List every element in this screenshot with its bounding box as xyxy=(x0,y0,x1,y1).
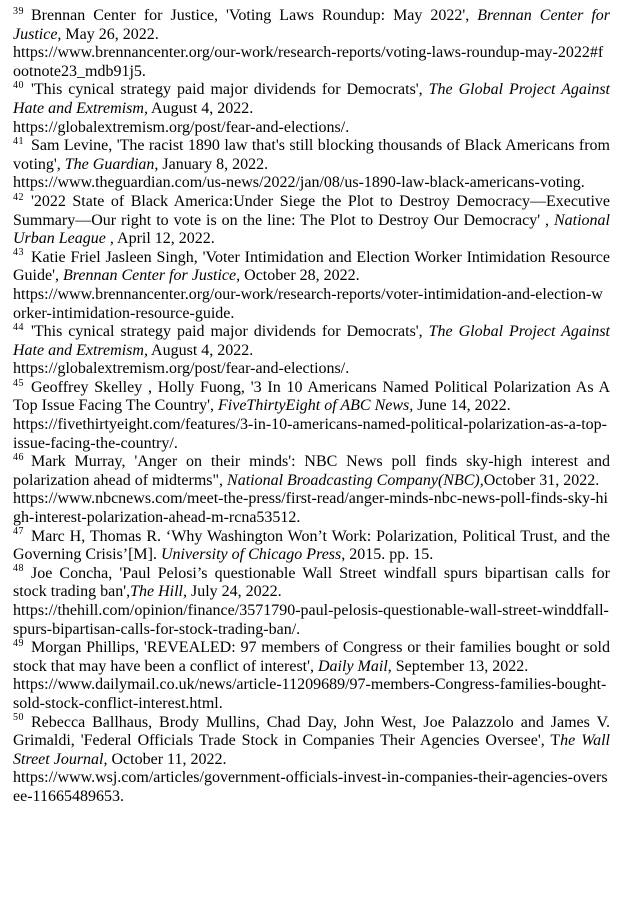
citation-source-title: National Broadcasting Company(NBC), xyxy=(227,471,484,489)
citation-source-title: The Global Project Against Hate and Extremism, xyxy=(13,81,610,117)
footnote-42 xyxy=(13,193,610,249)
footnotes-list xyxy=(13,7,610,807)
footnote-url: https://globalextremism.org/post/fear-and-elections/. xyxy=(13,360,350,378)
footnote-number: 42 xyxy=(13,191,24,203)
citation-source-title: The Hill, xyxy=(130,583,187,601)
footnote-48 xyxy=(13,565,610,639)
footnote-number: 49 xyxy=(13,637,24,649)
footnote-45 xyxy=(13,379,610,453)
footnote-47 xyxy=(13,528,610,565)
citation-text: Morgan Phillips, 'REVEALED: 97 members of Congress or their families bought or sold stock that may have been a conflict of interest', xyxy=(13,639,610,675)
footnote-citation xyxy=(13,565,610,601)
footnote-url: https://www.theguardian.com/us-news/2022/jan/08/us-1890-law-black-americans-voting. xyxy=(13,174,585,192)
citation-text: Marc H, Thomas R. ‘Why Washington Won’t Work: Polarization, Political Trust, and the Governing Crisis’[M]. xyxy=(13,527,610,564)
citation-text: January 8, 2022. xyxy=(158,155,269,173)
citation-source-title: The Guardian, xyxy=(64,155,159,173)
footnote-citation xyxy=(13,193,610,247)
citation-source-title: Brennan Center for Justice, xyxy=(62,267,241,285)
citation-text: June 14, 2022. xyxy=(413,397,511,415)
citation-text: 'This cynical strategy paid major dividends for Democrats', xyxy=(31,81,429,99)
footnote-citation xyxy=(13,453,610,489)
citation-source-title: University of Chicago Press xyxy=(160,546,342,564)
citation-text: Joe Concha, 'Paul Pelosi’s questionable Wall Street windfall spurs bipartisan calls for stock trading ban', xyxy=(13,564,610,601)
citation-text: T xyxy=(550,732,561,750)
footnote-citation xyxy=(13,137,610,173)
citation-text: August 4, 2022. xyxy=(147,341,254,359)
footnote-citation xyxy=(13,528,610,564)
citation-text: October 31, 2022. xyxy=(483,471,600,489)
footnote-citation xyxy=(13,639,610,675)
citation-text: Brennan Center for Justice, 'Voting Laws Roundup: May 2022', xyxy=(31,7,478,24)
citation-text: Sam Levine, 'The racist 1890 law that's still blocking thousands of Black Americans from voting', xyxy=(13,137,610,173)
footnote-url: https://fivethirtyeight.com/features/3-in-10-americans-named-political-polarization-as-a-top-issue-facing-the-country/. xyxy=(13,416,607,452)
footnote-citation xyxy=(13,323,610,359)
footnote-citation xyxy=(13,81,610,117)
citation-source-title: Daily Mail xyxy=(318,657,388,675)
footnote-citation xyxy=(13,714,610,768)
citation-text: Geoffrey Skelley , Holly Fuong, '3 In 10 Americans Named Political Polarization As A Top Issue Facing The Country', xyxy=(13,378,610,415)
footnote-50 xyxy=(13,714,610,807)
citation-source-title: Brennan Center for Justice, xyxy=(13,7,610,43)
citation-text: Mark Murray, 'Anger on their minds': NBC News poll finds sky-high interest and polarization ahead of midterms", xyxy=(13,453,610,489)
footnote-url: https://www.wsj.com/articles/government-officials-invest-in-companies-their-agencies-oversee-11665489653. xyxy=(13,769,608,805)
footnote-number: 39 xyxy=(13,5,24,17)
footnote-number: 43 xyxy=(13,247,24,259)
citation-text: October 11, 2022. xyxy=(107,750,227,768)
footnote-49 xyxy=(13,639,610,713)
footnote-number: 47 xyxy=(13,526,24,538)
footnote-number: 44 xyxy=(13,321,24,333)
footnote-40 xyxy=(13,81,610,137)
citation-text: , April 12, 2022. xyxy=(105,230,215,248)
citation-text: May 26, 2022. xyxy=(61,25,159,43)
footnote-41 xyxy=(13,137,610,193)
footnote-citation xyxy=(13,7,610,43)
citation-text: 'This cynical strategy paid major dividends for Democrats', xyxy=(31,323,429,341)
footnote-url: https://thehill.com/opinion/finance/3571790-paul-pelosis-questionable-wall-street-winddfall-spurs-bipartisan-calls-for-stock-trading-ban/. xyxy=(13,602,609,638)
citation-source-title: National Urban League xyxy=(13,211,610,248)
footnote-citation xyxy=(13,249,610,285)
citation-text: July 24, 2022. xyxy=(186,583,282,601)
footnote-url: https://www.brennancenter.org/our-work/research-reports/voter-intimidation-and-election-worker-intimidation-resource-guide. xyxy=(13,285,603,322)
citation-text: Katie Friel Jasleen Singh, 'Voter Intimidation and Election Worker Intimidation Resource Guide', xyxy=(13,248,610,285)
footnote-number: 40 xyxy=(13,80,24,92)
footnote-number: 41 xyxy=(13,135,24,147)
footnote-46 xyxy=(13,453,610,527)
footnote-citation xyxy=(13,379,610,415)
citation-source-title: FiveThirtyEight of ABC News, xyxy=(218,397,414,415)
citation-text: '2022 State of Black America:Under Siege the Plot to Destroy Democracy—Executive Summary—Our right to vote is on the line: The Plot to Destroy Our Democracy' , xyxy=(13,192,610,229)
footnote-url: https://www.dailymail.co.uk/news/article-11209689/97-members-Congress-families-bought-sold-stock-conflict-interest.html. xyxy=(13,676,607,712)
footnote-44 xyxy=(13,323,610,379)
citation-text: August 4, 2022. xyxy=(147,99,254,117)
citation-text: , September 13, 2022. xyxy=(387,657,529,675)
citation-source-title: he Wall Street Journal, xyxy=(13,732,610,768)
footnote-url: https://www.brennancenter.org/our-work/research-reports/voting-laws-roundup-may-2022#footnote23_mdb91j5. xyxy=(13,44,604,80)
footnote-number: 50 xyxy=(13,712,24,724)
footnote-url: https://www.nbcnews.com/meet-the-press/first-read/anger-minds-nbc-news-poll-finds-sky-high-interest-polarization-ahead-m-rcna53512. xyxy=(13,490,608,527)
footnote-39 xyxy=(13,7,610,81)
footnote-number: 48 xyxy=(13,563,24,575)
citation-text: October 28, 2022. xyxy=(240,267,360,285)
footnote-43 xyxy=(13,249,610,323)
footnote-url: https://globalextremism.org/post/fear-and-elections/. xyxy=(13,118,350,136)
citation-text: , 2015. pp. 15. xyxy=(341,546,434,564)
citation-source-title: The Global Project Against Hate and Extremism, xyxy=(13,323,610,359)
footnote-number: 45 xyxy=(13,377,24,389)
footnote-number: 46 xyxy=(13,451,24,463)
citation-text: Rebecca Ballhaus, Brody Mullins, Chad Day, John West, Joe Palazzolo and James V. Grimaldi, 'Federal Officials Trade Stock in Companies Their Agencies Oversee', xyxy=(13,713,610,750)
